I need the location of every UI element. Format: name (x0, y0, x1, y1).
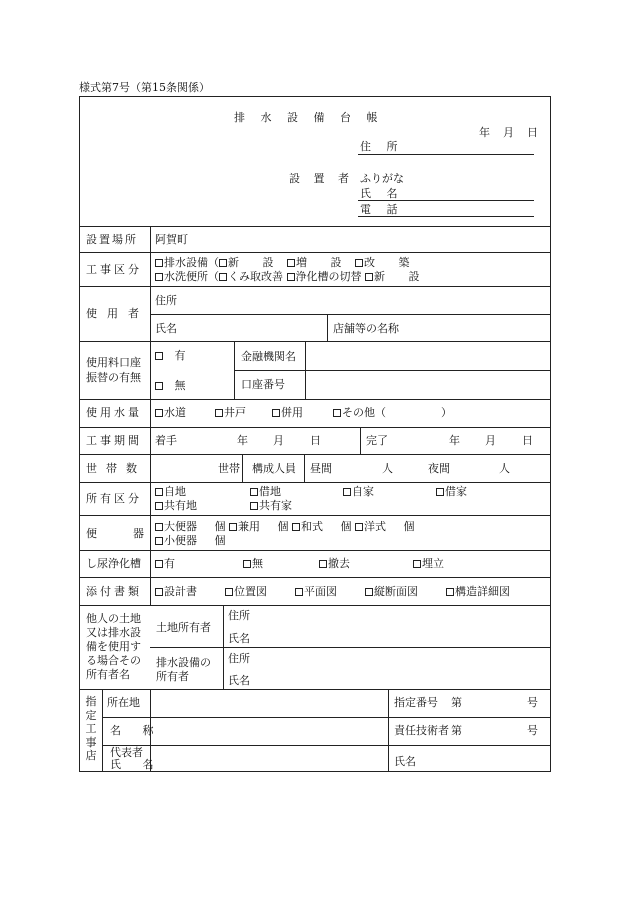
designation-prefix: 第 (451, 696, 462, 709)
others-label-1: 他人の土地 (86, 612, 141, 625)
facility-owner-label-1: 排水設備の (156, 656, 211, 669)
checkbox-section[interactable] (365, 588, 373, 596)
checkbox-septic-no[interactable] (243, 560, 251, 568)
phone-underline (358, 216, 534, 217)
toilet-label: 便器 (86, 527, 180, 540)
checkbox-location-map[interactable] (225, 588, 233, 596)
septic-no: 無 (243, 557, 263, 570)
engineer-suffix: 号 (527, 724, 538, 737)
own-house: 自家 (343, 485, 374, 498)
toilet-line2: 小便器 個 (155, 534, 225, 547)
contractor-label: 指定工事店 (85, 695, 97, 762)
start-month: 月 (273, 434, 284, 447)
start-day: 日 (310, 434, 321, 447)
septic-buried: 埋立 (413, 557, 444, 570)
others-label-4: る場合その (86, 654, 141, 667)
period-label: 工事期間 (86, 434, 142, 447)
shop-name-label: 店舗等の名称 (333, 322, 399, 335)
location-label: 設置場所 (86, 233, 138, 246)
checkbox-septic-buried[interactable] (413, 560, 421, 568)
date-year-label: 年 (479, 126, 490, 139)
facility-owner-name: 氏名 (228, 674, 250, 687)
checkbox-leased-land[interactable] (250, 488, 258, 496)
water-tap: 水道 (155, 406, 186, 419)
land-owner-label: 土地所有者 (156, 621, 211, 634)
checkbox-combined[interactable] (272, 409, 280, 417)
checkbox-expand[interactable] (287, 259, 295, 267)
attach-structure: 構造詳細図 (446, 585, 510, 598)
user-label: 使用者 (86, 307, 149, 320)
household-label: 世帯数 (86, 462, 146, 475)
option-no: 無 (155, 379, 186, 392)
shared-land: 共有地 (155, 499, 197, 512)
checkbox-renovate[interactable] (355, 259, 363, 267)
account-number-label: 口座番号 (241, 378, 285, 391)
checkbox-dual-use[interactable] (229, 523, 237, 531)
form-caption: 様式第7号（第15条関係） (79, 81, 210, 94)
attachments-label: 添付書類 (86, 585, 142, 598)
toilet-line1: 大便器 個 兼用 個 和式 個 洋式 個 (155, 520, 414, 533)
location-value: 阿賀町 (155, 233, 188, 246)
attach-location-map: 位置図 (225, 585, 267, 598)
attach-design: 設計書 (155, 585, 197, 598)
leased-land: 借地 (250, 485, 281, 498)
start-label: 着手 (155, 434, 177, 447)
end-label: 完了 (366, 434, 388, 447)
checkbox-japanese-style[interactable] (292, 523, 300, 531)
designation-number-label: 指定番号 (394, 696, 438, 709)
septic-yes: 有 (155, 557, 175, 570)
attach-section: 縦断面図 (365, 585, 418, 598)
work-category-label: 工事区分 (86, 263, 142, 276)
contractor-location-label: 所在地 (107, 696, 140, 709)
engineer-label: 責任技術者 (394, 724, 449, 737)
checkbox-no[interactable] (155, 382, 163, 390)
name-underline (358, 200, 534, 201)
ownership-label: 所有区分 (86, 492, 142, 505)
end-day: 日 (522, 434, 533, 447)
checkbox-pit-improve[interactable] (219, 273, 227, 281)
checkbox-own-house[interactable] (343, 488, 351, 496)
engineer-name-label: 氏名 (394, 755, 416, 768)
work-category-line2: 水洗便所（ くみ取改善 浄化槽の切替 新 設 (155, 270, 430, 283)
rented-house: 借家 (436, 485, 467, 498)
households-unit: 世帯 (218, 462, 240, 475)
facility-owner-label-2: 所有者 (156, 670, 189, 683)
checkbox-flush-toilet[interactable] (155, 273, 163, 281)
form-title: 排 水 設 備 台 帳 (234, 111, 384, 124)
shared-house: 共有家 (250, 499, 292, 512)
header-address-label: 住 所 (360, 140, 404, 153)
own-land: 自地 (155, 485, 186, 498)
user-name-label: 氏名 (155, 322, 177, 335)
checkbox-design[interactable] (155, 588, 163, 596)
checkbox-floor-plan[interactable] (295, 588, 303, 596)
checkbox-septic-yes[interactable] (155, 560, 163, 568)
water-combined: 併用 (272, 406, 303, 419)
bank-label: 金融機関名 (241, 350, 296, 363)
work-category-line1: 排水設備（ 新 設 増 設 改 築 (155, 256, 420, 269)
option-yes: 有 (155, 349, 186, 362)
address-underline (358, 154, 534, 155)
others-label-5: 所有者名 (86, 668, 130, 681)
end-year: 年 (449, 434, 460, 447)
installer-label: 設 置 者 (289, 172, 354, 185)
attach-floor-plan: 平面図 (295, 585, 337, 598)
checkbox-septic-removed[interactable] (319, 560, 327, 568)
facility-owner-address: 住所 (228, 652, 250, 665)
checkbox-shared-land[interactable] (155, 502, 163, 510)
land-owner-address: 住所 (228, 609, 250, 622)
checkbox-new-drainage[interactable] (219, 259, 227, 267)
checkbox-drainage[interactable] (155, 259, 163, 267)
end-month: 月 (485, 434, 496, 447)
checkbox-new-toilet[interactable] (365, 273, 373, 281)
nighttime-label: 夜間 (428, 462, 450, 475)
water-well: 井戸 (215, 406, 246, 419)
contractor-name-label: 名 称 (110, 724, 163, 737)
day-person-unit: 人 (382, 462, 393, 475)
user-address-label: 住所 (155, 294, 177, 307)
others-label-2: 又は排水設 (86, 626, 141, 639)
drainage-registry-form (79, 96, 551, 772)
water-source-label: 使用水量 (86, 406, 142, 419)
header-phone-label: 電 話 (360, 203, 404, 216)
designation-suffix: 号 (527, 696, 538, 709)
engineer-prefix: 第 (451, 724, 462, 737)
checkbox-other[interactable] (333, 409, 341, 417)
start-year: 年 (237, 434, 248, 447)
furigana-label: ふりがな (360, 172, 404, 185)
daytime-label: 昼間 (310, 462, 332, 475)
fee-account-label-2: 振替の有無 (86, 371, 141, 384)
checkbox-own-land[interactable] (155, 488, 163, 496)
land-owner-name: 氏名 (228, 632, 250, 645)
checkbox-structure[interactable] (446, 588, 454, 596)
checkbox-shared-house[interactable] (250, 502, 258, 510)
checkbox-yes[interactable] (155, 352, 163, 360)
water-other: その他（ (333, 406, 386, 419)
checkbox-well[interactable] (215, 409, 223, 417)
septic-label: し尿浄化槽 (86, 557, 141, 570)
checkbox-tap[interactable] (155, 409, 163, 417)
representative-label-2: 氏 名 (110, 758, 163, 771)
septic-removed: 撤去 (319, 557, 350, 570)
members-label: 構成人員 (252, 462, 296, 475)
checkbox-septic-switch[interactable] (287, 273, 295, 281)
representative-label-1: 代表者 (110, 746, 143, 759)
checkbox-western-style[interactable] (355, 523, 363, 531)
checkbox-large-toilet[interactable] (155, 523, 163, 531)
checkbox-rented-house[interactable] (436, 488, 444, 496)
water-other-close: ） (441, 406, 452, 419)
night-person-unit: 人 (499, 462, 510, 475)
others-label-3: 備を使用す (86, 640, 141, 653)
fee-account-label-1: 使用料口座 (86, 356, 141, 369)
date-day-label: 日 (527, 126, 538, 139)
header-name-label: 氏 名 (360, 187, 404, 200)
checkbox-urinal[interactable] (155, 537, 163, 545)
date-month-label: 月 (503, 126, 514, 139)
